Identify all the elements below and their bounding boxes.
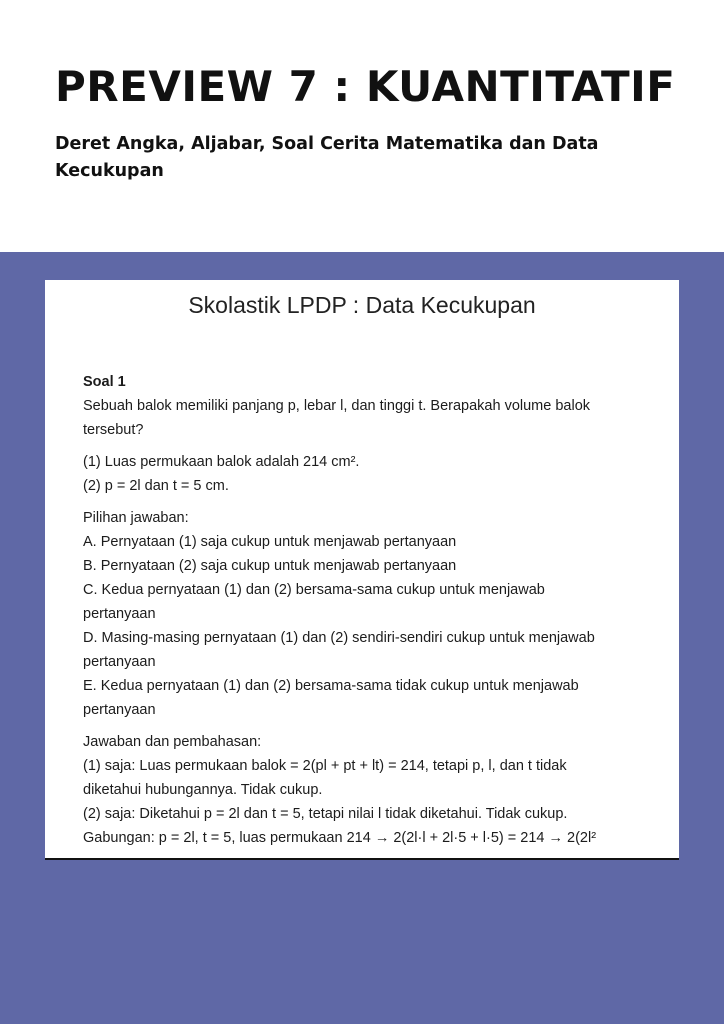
option-line: B. Pernyataan (2) saja cukup untuk menjawab pertanyaan [83, 558, 457, 574]
answer-heading: Jawaban dan pembahasan: [83, 734, 262, 750]
option-line: D. Masing-masing pernyataan (1) dan (2) sendiri-sendiri cukup untuk menjawab [83, 630, 595, 646]
document-preview [45, 280, 679, 860]
question-text-line: tersebut? [83, 422, 144, 438]
option-line: C. Kedua pernyataan (1) dan (2) bersama-sama cukup untuk menjawab [83, 582, 545, 598]
page-subtitle: Deret Angka, Aljabar, Soal Cerita Matematika dan Data Kecukupan [55, 134, 599, 181]
option-line: pertanyaan [83, 654, 156, 670]
answer-line: (2) saja: Diketahui p = 2l dan t = 5, tetapi nilai l tidak diketahui. Tidak cukup. [83, 806, 568, 822]
spacer [83, 442, 663, 450]
answer-line: Gabungan: p = 2l, t = 5, luas permukaan 214 → 2(2l·l + 2l·5 + l·5) = 214 → 2(2l² [83, 830, 597, 846]
spacer [83, 722, 663, 730]
page-title: PREVIEW 7 : KUANTITATIF [55, 62, 676, 111]
answer-line: diketahui hubungannya. Tidak cukup. [83, 782, 323, 798]
document-content [83, 370, 663, 850]
spacer [83, 498, 663, 506]
option-line: pertanyaan [83, 702, 156, 718]
answer-line: (1) saja: Luas permukaan balok = 2(pl + pt + lt) = 214, tetapi p, l, dan t tidak [83, 758, 567, 774]
options-heading: Pilihan jawaban: [83, 510, 189, 526]
document-title: Skolastik LPDP : Data Kecukupan [188, 292, 536, 318]
option-line: E. Kedua pernyataan (1) dan (2) bersama-sama tidak cukup untuk menjawab [83, 678, 579, 694]
page-header [0, 0, 724, 252]
question-label: Soal 1 [83, 374, 126, 390]
option-line: A. Pernyataan (1) saja cukup untuk menjawab pertanyaan [83, 534, 457, 550]
statement-2: (2) p = 2l dan t = 5 cm. [83, 478, 229, 494]
statement-1: (1) Luas permukaan balok adalah 214 cm². [83, 454, 360, 470]
option-line: pertanyaan [83, 606, 156, 622]
question-text-line: Sebuah balok memiliki panjang p, lebar l, dan tinggi t. Berapakah volume balok [83, 398, 591, 414]
